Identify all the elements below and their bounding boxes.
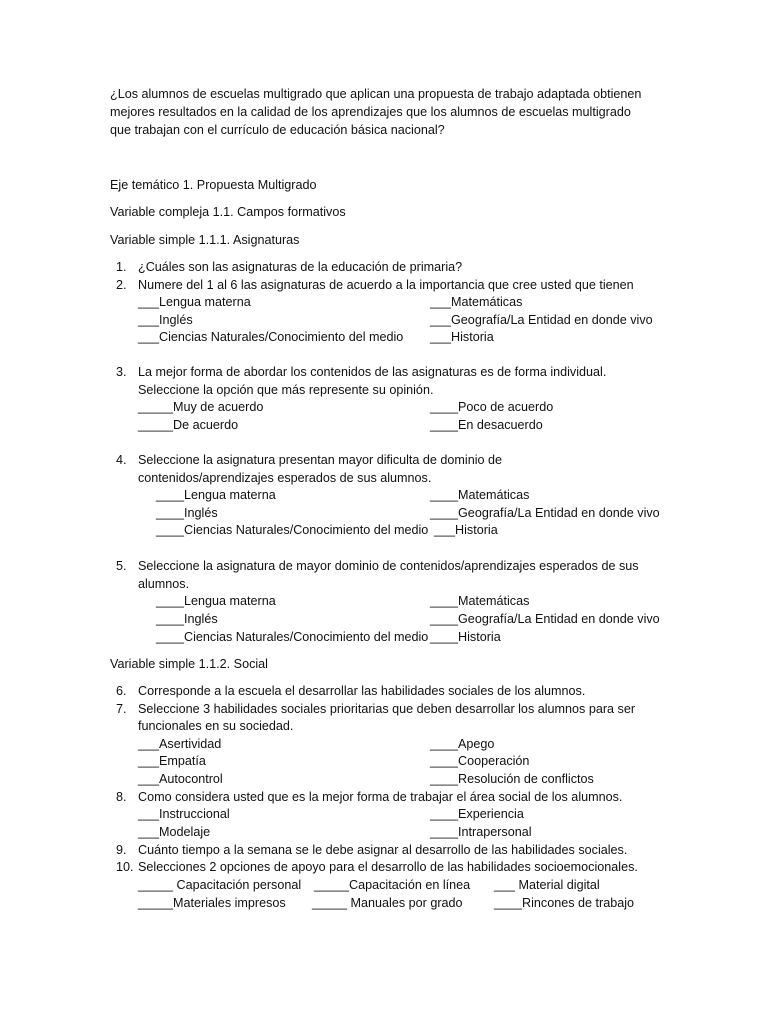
q4-number: 4. (116, 453, 127, 467)
q9-text: Cuánto tiempo a la semana se le debe asignar al desarrollo de las habilidades sociales. (138, 843, 628, 857)
research-question-line-2: mejores resultados en la calidad de los aprendizajes que los alumnos de escuelas multigrado (110, 105, 631, 119)
q8-option: ___Modelaje (138, 825, 211, 839)
q10-option: _____Capacitación en línea (314, 878, 471, 892)
q10-option: _____ Capacitación personal (138, 878, 302, 892)
q5-option: ____Historia (430, 630, 501, 644)
q5-text-line-2: alumnos. (138, 577, 190, 591)
q4-option: ____Geografía/La Entidad en donde vivo (430, 506, 660, 520)
eje-heading: Eje temático 1. Propuesta Multigrado (110, 178, 317, 192)
q10-text: Selecciones 2 opciones de apoyo para el desarrollo de las habilidades socioemocionales. (138, 860, 638, 874)
q10-option: _____ Manuales por grado (312, 896, 463, 910)
q1-text: ¿Cuáles son las asignaturas de la educación de primaria? (138, 260, 463, 274)
q5-option: ____Geografía/La Entidad en donde vivo (430, 612, 660, 626)
variable-simple-2-heading: Variable simple 1.1.2. Social (110, 657, 268, 671)
q7-text-line-2: funcionales en su sociedad. (138, 719, 294, 733)
q10-option: _____Materiales impresos (138, 896, 286, 910)
q5-option: ____Lengua materna (156, 594, 276, 608)
q2-option: ___Matemáticas (430, 295, 523, 309)
q2-option: ___Inglés (138, 313, 193, 327)
q3-option: _____Muy de acuerdo (138, 400, 264, 414)
q7-text-line-1: Seleccione 3 habilidades sociales prioritarias que deben desarrollar los alumnos para ser (138, 702, 636, 716)
q7-option: ____Cooperación (430, 754, 530, 768)
q7-option: ___Asertividad (138, 737, 222, 751)
q8-text: Como considera usted que es la mejor forma de trabajar el área social de los alumnos. (138, 790, 623, 804)
q3-text-line-2: Seleccione la opción que más represente su opinión. (138, 383, 434, 397)
q7-option: ____Resolución de conflictos (430, 772, 594, 786)
q2-text: Numere del 1 al 6 las asignaturas de acuerdo a la importancia que cree usted que tienen (138, 278, 634, 292)
q2-option: ___Lengua materna (138, 295, 251, 309)
q8-option: ___Instruccional (138, 807, 230, 821)
q1-number: 1. (116, 260, 127, 274)
q3-text-line-1: La mejor forma de abordar los contenidos de las asignaturas es de forma individual. (138, 365, 607, 379)
q8-number: 8. (116, 790, 127, 804)
q2-option: ___Geografía/La Entidad en donde vivo (430, 313, 653, 327)
q8-option: ____Intrapersonal (430, 825, 532, 839)
q2-option: ___Historia (430, 330, 494, 344)
variable-simple-1-heading: Variable simple 1.1.1. Asignaturas (110, 233, 300, 247)
q4-option: ____Inglés (156, 506, 218, 520)
q2-number: 2. (116, 278, 127, 292)
q3-number: 3. (116, 365, 127, 379)
q10-option: ___ Material digital (494, 878, 600, 892)
q7-option: ____Apego (430, 737, 495, 751)
q4-option: ____Ciencias Naturales/Conocimiento del medio (156, 523, 429, 537)
q5-number: 5. (116, 559, 127, 573)
research-question-line-3: que trabajan con el currículo de educación básica nacional? (110, 123, 445, 137)
q3-option: ____Poco de acuerdo (430, 400, 554, 414)
q3-option: ____En desacuerdo (430, 418, 543, 432)
q4-option: ____Matemáticas (430, 488, 530, 502)
q9-number: 9. (116, 843, 127, 857)
q3-option: _____De acuerdo (138, 418, 239, 432)
q6-text: Corresponde a la escuela el desarrollar las habilidades sociales de los alumnos. (138, 684, 586, 698)
q7-number: 7. (116, 702, 127, 716)
q2-option: ___Ciencias Naturales/Conocimiento del medio (138, 330, 404, 344)
q5-option: ____Ciencias Naturales/Conocimiento del medio (156, 630, 429, 644)
variable-compleja-heading: Variable compleja 1.1. Campos formativos (110, 205, 346, 219)
q4-option: ____Lengua materna (156, 488, 276, 502)
q7-option: ___Empatía (138, 754, 206, 768)
q5-text-line-1: Seleccione la asignatura de mayor dominio de contenidos/aprendizajes esperados de sus (138, 559, 639, 573)
q6-number: 6. (116, 684, 127, 698)
q4-text-line-1: Seleccione la asignatura presentan mayor dificulta de dominio de (138, 453, 503, 467)
research-question-line-1: ¿Los alumnos de escuelas multigrado que aplican una propuesta de trabajo adaptada obtienen (110, 87, 642, 101)
q10-option: ____Rincones de trabajo (494, 896, 635, 910)
q5-option: ____Matemáticas (430, 594, 530, 608)
q8-option: ____Experiencia (430, 807, 524, 821)
q4-text-line-2: contenidos/aprendizajes esperados de sus alumnos. (138, 471, 432, 485)
q5-option: ____Inglés (156, 612, 218, 626)
q4-option: ___Historia (434, 523, 498, 537)
q10-number: 10. (116, 860, 134, 874)
q7-option: ___Autocontrol (138, 772, 223, 786)
